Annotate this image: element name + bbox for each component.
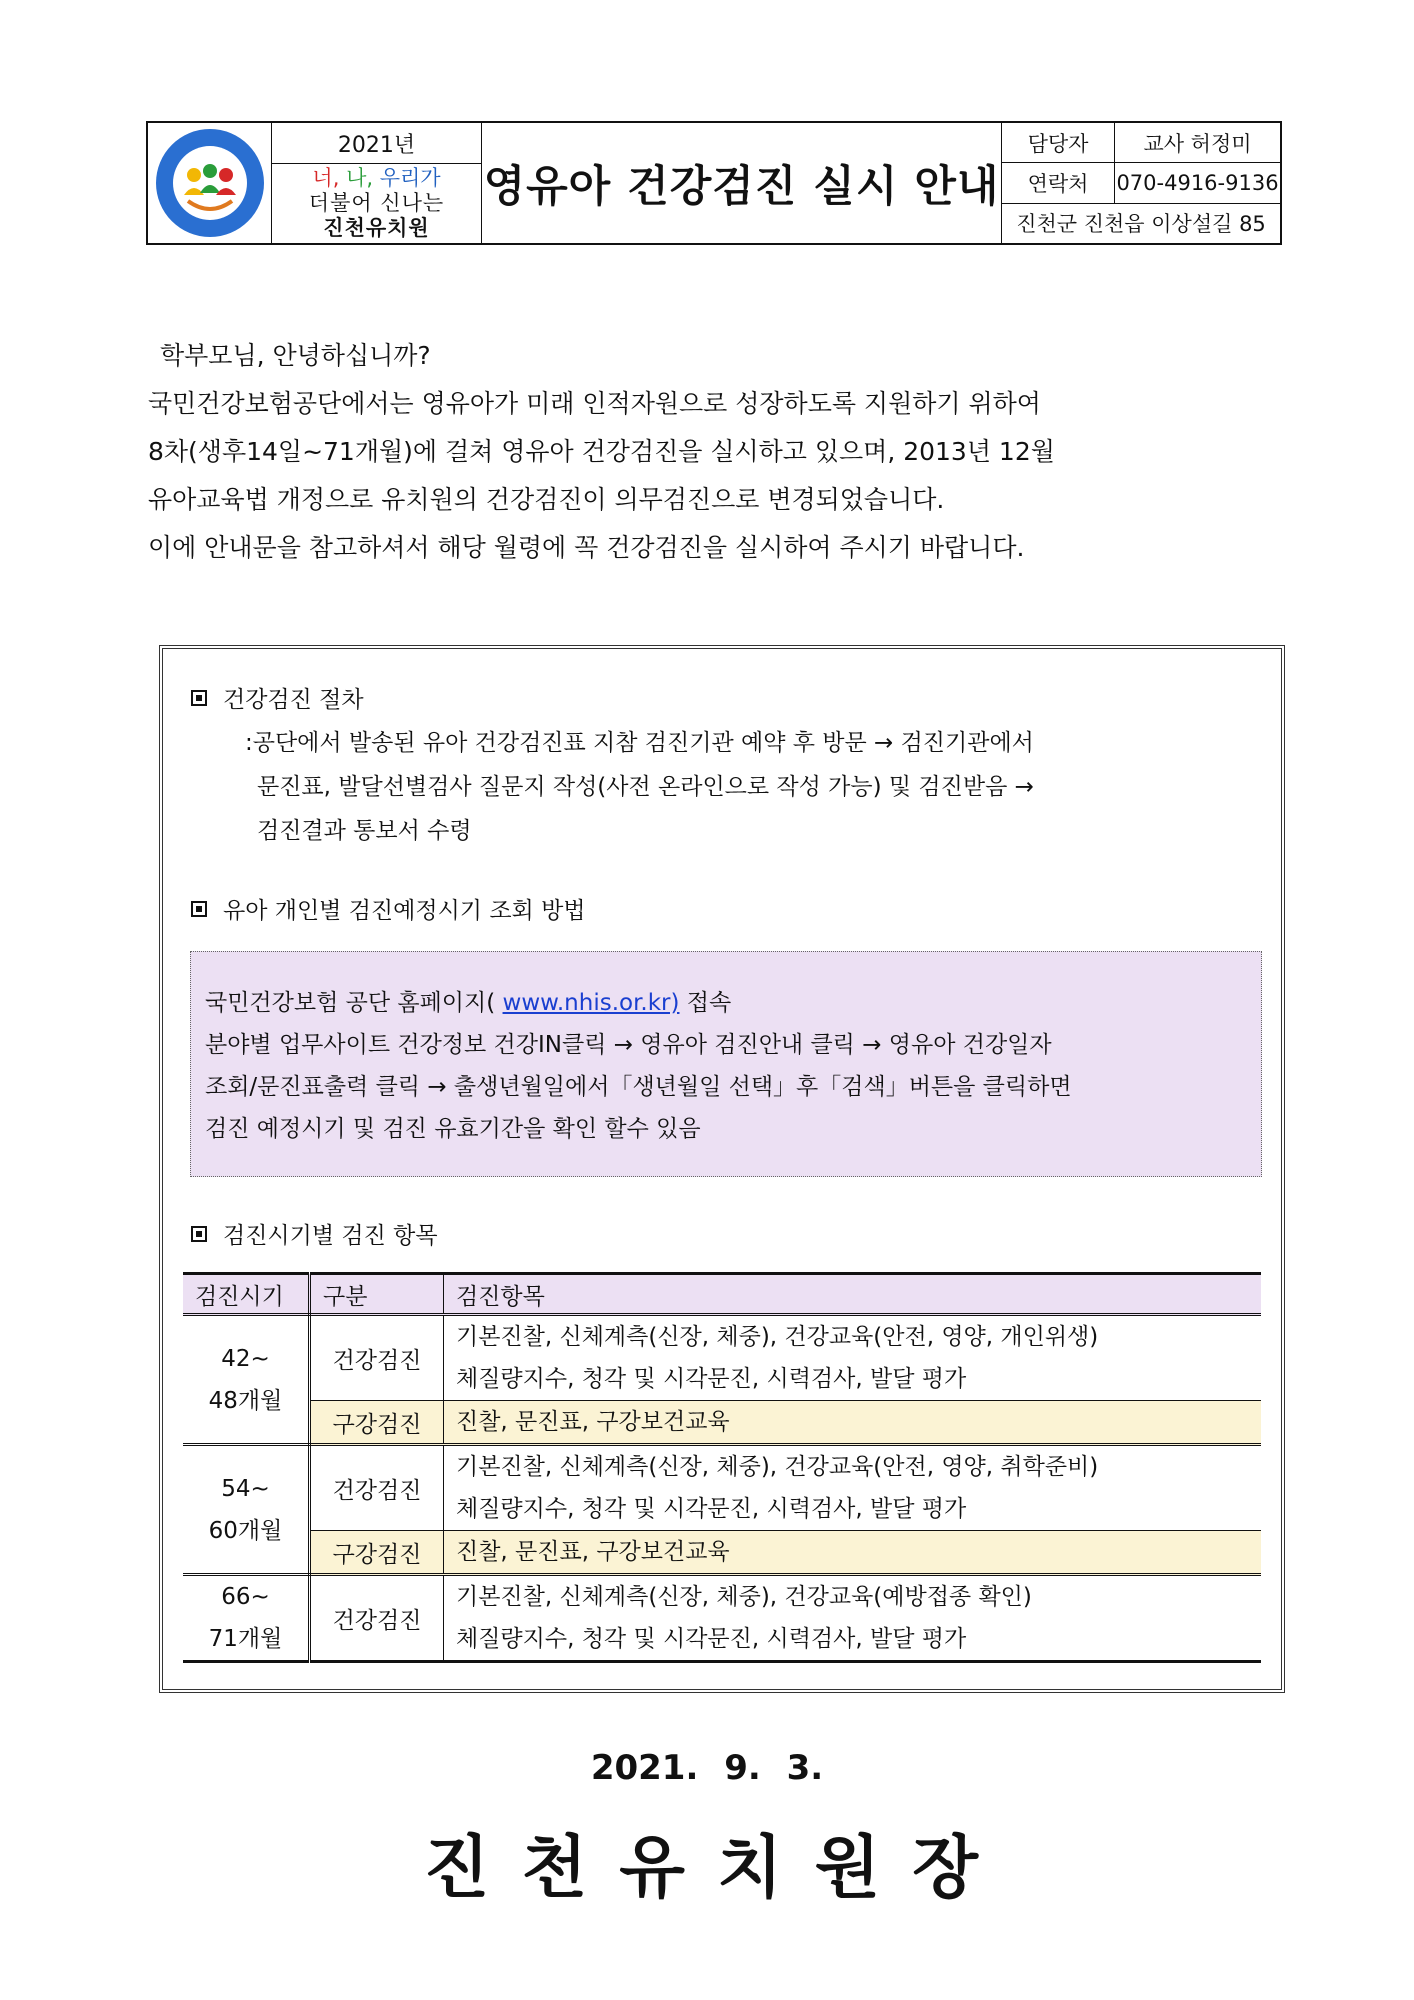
lookup-line2: 분야별 업무사이트 건강정보 건강IN클릭 → 영유아 검진안내 클릭 → 영유아 건강일자 [205, 1032, 1052, 1058]
phone-value: 070-4916-9136 [1116, 170, 1279, 195]
schedule-table [183, 1272, 1261, 1663]
lookup-line3: 조회/문진표출력 클릭 → 출생년월일에서「생년월일 선택」후「검색」버튼을 클릭하면 [205, 1074, 1072, 1100]
contact-info [1002, 123, 1280, 243]
lookup-heading [191, 892, 586, 925]
signature: 진천유치원장 [423, 1829, 1011, 1908]
phone-label: 연락처 [1002, 163, 1115, 202]
period-start: 42~ [221, 1345, 270, 1372]
logo-cell [148, 123, 272, 243]
table-row [183, 1531, 1261, 1575]
items-cell: 진찰, 문진표, 구강보건교육 [444, 1531, 1262, 1575]
table-row [183, 1401, 1261, 1445]
kind-cell: 건강검진 [310, 1445, 444, 1531]
col-period: 검진시기 [183, 1274, 310, 1315]
period-cell [183, 1575, 310, 1662]
items-cell [444, 1315, 1262, 1401]
schedule-heading [191, 1217, 438, 1250]
square-bullet-icon [191, 901, 207, 917]
items-line1: 기본진찰, 신체계측(신장, 체중), 건강교육(예방접종 확인) [456, 1584, 1032, 1610]
contact-phone-row [1002, 163, 1280, 203]
kind-cell: 구강검진 [310, 1531, 444, 1575]
period-end: 60개월 [208, 1517, 283, 1544]
slogan-line3: 진천유치원 [323, 216, 430, 240]
person-value: 교사 허정미 [1143, 131, 1252, 156]
table-row [183, 1575, 1261, 1662]
slogan-word1: 너, [312, 166, 340, 190]
lookup-heading-text: 유아 개인별 검진예정시기 조회 방법 [223, 898, 586, 924]
period-end: 71개월 [208, 1626, 283, 1652]
kind-cell: 건강검진 [310, 1575, 444, 1662]
procedure-line2: 문진표, 발달선별검사 질문지 작성(사전 온라인으로 작성 가능) 및 검진받음 → [257, 774, 1034, 800]
info-box [159, 645, 1285, 1693]
items-line1: 기본진찰, 신체계측(신장, 체중), 건강교육(안전, 영양, 취학준비) [456, 1454, 1099, 1480]
intro-line2: 8차(생후14일~71개월)에 걸쳐 영유아 건강검진을 실시하고 있으며, 2013년 12월 [148, 437, 1055, 466]
items-line2: 체질량지수, 청각 및 시각문진, 시력검사, 발달 평가 [456, 1496, 967, 1522]
lookup-line1-post: 접속 [686, 990, 732, 1016]
lookup-line4: 검진 예정시기 및 검진 유효기간을 확인 할수 있음 [205, 1116, 701, 1142]
items-cell [444, 1575, 1262, 1662]
person-label: 담당자 [1002, 123, 1115, 162]
year-label: 2021년 [272, 123, 481, 164]
greeting: 학부모님, 안녕하십니까? [160, 341, 431, 370]
kind-cell: 건강검진 [310, 1315, 444, 1401]
items-cell: 진찰, 문진표, 구강보건교육 [444, 1401, 1262, 1445]
address: 진천군 진천읍 이상설길 85 [1016, 212, 1266, 237]
period-start: 66~ [221, 1584, 270, 1610]
items-line1: 기본진찰, 신체계측(신장, 체중), 건강교육(안전, 영양, 개인위생) [456, 1324, 1099, 1350]
slogan [272, 164, 481, 243]
header-table [146, 121, 1282, 245]
period-end: 48개월 [208, 1387, 283, 1414]
slogan-line2: 더불어 신나는 [308, 191, 445, 215]
schedule-heading-text: 검진시기별 검진 항목 [223, 1223, 438, 1249]
lookup-box [190, 951, 1262, 1177]
table-header-row [183, 1274, 1261, 1315]
items-cell [444, 1445, 1262, 1531]
items-line2: 체질량지수, 청각 및 시각문진, 시력검사, 발달 평가 [456, 1626, 967, 1652]
period-cell [183, 1445, 310, 1575]
items-line2: 체질량지수, 청각 및 시각문진, 시력검사, 발달 평가 [456, 1366, 967, 1392]
period-cell [183, 1315, 310, 1445]
procedure-heading-text: 건강검진 절차 [223, 687, 364, 713]
contact-address-row [1002, 204, 1280, 243]
slogan-cell [272, 123, 482, 243]
issue-date: 2021. 9. 3. [590, 1748, 824, 1788]
intro-line1: 국민건강보험공단에서는 영유아가 미래 인적자원으로 성장하도록 지원하기 위하여 [148, 389, 1041, 418]
table-row [183, 1315, 1261, 1401]
square-bullet-icon [191, 690, 207, 706]
procedure-line1: :공단에서 발송된 유아 건강검진표 지참 검진기관 예약 후 방문 → 검진기관에서 [245, 730, 1034, 756]
contact-person-row [1002, 123, 1280, 163]
procedure-heading [191, 681, 364, 714]
col-items: 검진항목 [444, 1274, 1262, 1315]
col-kind: 구분 [310, 1274, 444, 1315]
procedure-text [245, 721, 1255, 853]
lookup-line1-pre: 국민건강보험 공단 홈페이지( [205, 990, 496, 1016]
lookup-line1 [205, 982, 1249, 1024]
square-bullet-icon [191, 1226, 207, 1242]
kindergarten-logo [154, 127, 266, 239]
slogan-word3: 우리가 [379, 166, 441, 190]
period-start: 54~ [221, 1475, 270, 1502]
intro-text [148, 332, 1268, 572]
kind-cell: 구강검진 [310, 1401, 444, 1445]
nhis-link[interactable]: www.nhis.or.kr) [502, 990, 680, 1016]
procedure-line3: 검진결과 통보서 수령 [257, 818, 472, 844]
intro-line3: 유아교육법 개정으로 유치원의 건강검진이 의무검진으로 변경되었습니다. [148, 485, 945, 514]
slogan-word2: 나, [346, 166, 374, 190]
slogan-line1 [312, 166, 440, 191]
intro-line4: 이에 안내문을 참고하셔서 해당 월령에 꼭 건강검진을 실시하여 주시기 바랍니다. [148, 533, 1025, 562]
document-title: 영유아 건강검진 실시 안내 [482, 123, 1002, 243]
table-row [183, 1445, 1261, 1531]
